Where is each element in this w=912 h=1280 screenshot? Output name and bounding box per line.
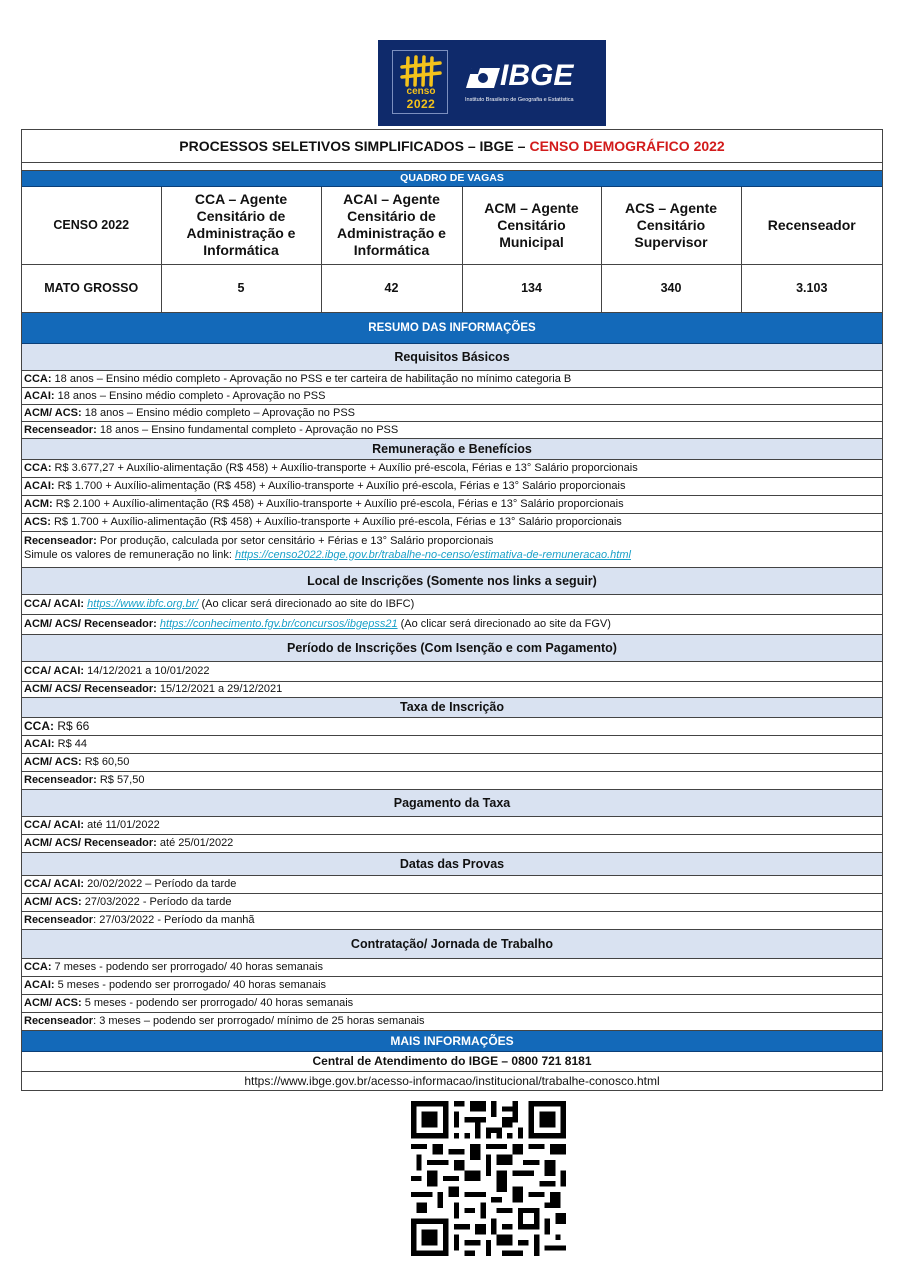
- central-atendimento: Central de Atendimento do IBGE – 0800 721 8181: [22, 1052, 882, 1072]
- section-local-inscricoes: Local de Inscrições (Somente nos links a seguir): [22, 568, 882, 595]
- list-item: ACM/ ACS/ Recenseador: 15/12/2021 a 29/12/2021: [22, 682, 882, 698]
- col-acm: ACM – Agente Censitário Municipal: [462, 187, 601, 264]
- list-item: ACAI: R$ 44: [22, 736, 882, 754]
- title-black: PROCESSOS SELETIVOS SIMPLIFICADOS – IBGE –: [179, 138, 526, 154]
- censo-2022-logo: [392, 50, 448, 114]
- list-item: ACAI: 18 anos – Ensino médio completo - Aprovação no PSS: [22, 388, 882, 405]
- cell-state: MATO GROSSO: [22, 264, 161, 312]
- cell-cca: 5: [161, 264, 321, 312]
- list-item: ACM/ ACS: 27/03/2022 - Período da tarde: [22, 894, 882, 912]
- cell-acm: 134: [462, 264, 601, 312]
- fgv-link[interactable]: https://conhecimento.fgv.br/concursos/ibgepss21: [159, 617, 398, 630]
- list-item: CCA: R$ 3.677,27 + Auxílio-alimentação (R$ 458) + Auxílio-transporte + Auxílio pré-escola, Férias e 13° Salário proporcionais: [22, 460, 882, 478]
- section-pagamento-taxa: Pagamento da Taxa: [22, 790, 882, 817]
- list-item: Recenseador: 27/03/2022 - Período da manhã: [22, 912, 882, 930]
- list-item: CCA/ ACAI: 14/12/2021 a 10/01/2022: [22, 662, 882, 682]
- list-item-recenseador-remuneracao: Recenseador: Por produção, calculada por setor censitário + Férias e 13° Salário proporcionais Simule os valores de remuneração no link: https://censo2022.ibge.gov.br/trabalhe-no-censo/estimativa-de-remuneracao.html: [22, 532, 882, 568]
- vagas-table: [22, 187, 882, 313]
- mais-informacoes-band: MAIS INFORMAÇÕES: [22, 1031, 882, 1052]
- list-item: ACM/ ACS/ Recenseador: até 25/01/2022: [22, 835, 882, 853]
- ibfc-link[interactable]: https://www.ibfc.org.br/: [87, 597, 199, 610]
- table-row: [22, 264, 882, 312]
- ibge-wordmark: IBGE: [500, 59, 574, 92]
- list-item: CCA: 7 meses - podendo ser prorrogado/ 40 horas semanais: [22, 959, 882, 977]
- col-cca: CCA – Agente Censitário de Administração e Informática: [161, 187, 321, 264]
- quadro-de-vagas-band: QUADRO DE VAGAS: [22, 171, 882, 187]
- resumo-band: RESUMO DAS INFORMAÇÕES: [22, 313, 882, 344]
- page-title: [22, 130, 882, 163]
- ibge-mark-icon: [464, 66, 500, 90]
- info-sheet: [21, 129, 883, 1091]
- section-periodo-inscricoes: Período de Inscrições (Com Isenção e com Pagamento): [22, 635, 882, 662]
- simulador-link[interactable]: https://censo2022.ibge.gov.br/trabalhe-no-censo/estimativa-de-remuneracao.html: [234, 548, 631, 561]
- cell-acs: 340: [601, 264, 741, 312]
- censo-year: 2022: [406, 97, 436, 111]
- col-censo: CENSO 2022: [22, 187, 161, 264]
- list-item: ACM/ ACS/ Recenseador: https://conhecimento.fgv.br/concursos/ibgepss21 (Ao clicar será direcionado ao site da FGV): [22, 615, 882, 635]
- section-requisitos: Requisitos Básicos: [22, 344, 882, 371]
- col-acs: ACS – Agente Censitário Supervisor: [601, 187, 741, 264]
- cell-acai: 42: [321, 264, 462, 312]
- list-item: Recenseador: 3 meses – podendo ser prorrogado/ mínimo de 25 horas semanais: [22, 1013, 882, 1031]
- list-item: ACM: R$ 2.100 + Auxílio-alimentação (R$ 458) + Auxílio-transporte + Auxílio pré-escola, Férias e 13° Salário proporcionais: [22, 496, 882, 514]
- censo-ibge-logo: [378, 40, 606, 126]
- list-item: CCA: 18 anos – Ensino médio completo - Aprovação no PSS e ter carteira de habilitação no mínimo categoria B: [22, 371, 882, 388]
- list-item: ACAI: R$ 1.700 + Auxílio-alimentação (R$ 458) + Auxílio-transporte + Auxílio pré-escola, Férias e 13° Salário proporcionais: [22, 478, 882, 496]
- list-item: Recenseador: R$ 57,50: [22, 772, 882, 790]
- trabalhe-conosco-link[interactable]: https://www.ibge.gov.br/acesso-informacao/institucional/trabalhe-conosco.html: [22, 1072, 882, 1091]
- list-item: CCA/ ACAI: até 11/01/2022: [22, 817, 882, 835]
- list-item: ACAI: 5 meses - podendo ser prorrogado/ 40 horas semanais: [22, 977, 882, 995]
- section-contratacao: Contratação/ Jornada de Trabalho: [22, 930, 882, 959]
- section-datas-provas: Datas das Provas: [22, 853, 882, 876]
- col-acai: ACAI – Agente Censitário de Administração e Informática: [321, 187, 462, 264]
- censo-word: censo: [406, 86, 436, 97]
- list-item: CCA/ ACAI: 20/02/2022 – Período da tarde: [22, 876, 882, 894]
- cell-recenseador: 3.103: [741, 264, 882, 312]
- list-item: CCA/ ACAI: https://www.ibfc.org.br/ (Ao clicar será direcionado ao site do IBFC): [22, 595, 882, 615]
- list-item: Recenseador: 18 anos – Ensino fundamental completo - Aprovação no PSS: [22, 422, 882, 439]
- col-recenseador: Recenseador: [741, 187, 882, 264]
- list-item: ACS: R$ 1.700 + Auxílio-alimentação (R$ 458) + Auxílio-transporte + Auxílio pré-escola, Férias e 13° Salário proporcionais: [22, 514, 882, 532]
- list-item: ACM/ ACS: R$ 60,50: [22, 754, 882, 772]
- section-remuneracao: Remuneração e Benefícios: [22, 439, 882, 460]
- list-item: ACM/ ACS: 5 meses - podendo ser prorrogado/ 40 horas semanais: [22, 995, 882, 1013]
- section-taxa-inscricao: Taxa de Inscrição: [22, 698, 882, 718]
- vagas-header-row: [22, 187, 882, 264]
- tally-marks-icon: [399, 54, 443, 88]
- ibge-subtitle: Instituto Brasileiro de Geografia e Estatística: [465, 97, 574, 103]
- title-red: CENSO DEMOGRÁFICO 2022: [529, 138, 725, 154]
- spacer: [22, 163, 882, 171]
- list-item: CCA: R$ 66: [22, 718, 882, 736]
- qr-code-icon: [411, 1101, 566, 1256]
- list-item: ACM/ ACS: 18 anos – Ensino médio completo – Aprovação no PSS: [22, 405, 882, 422]
